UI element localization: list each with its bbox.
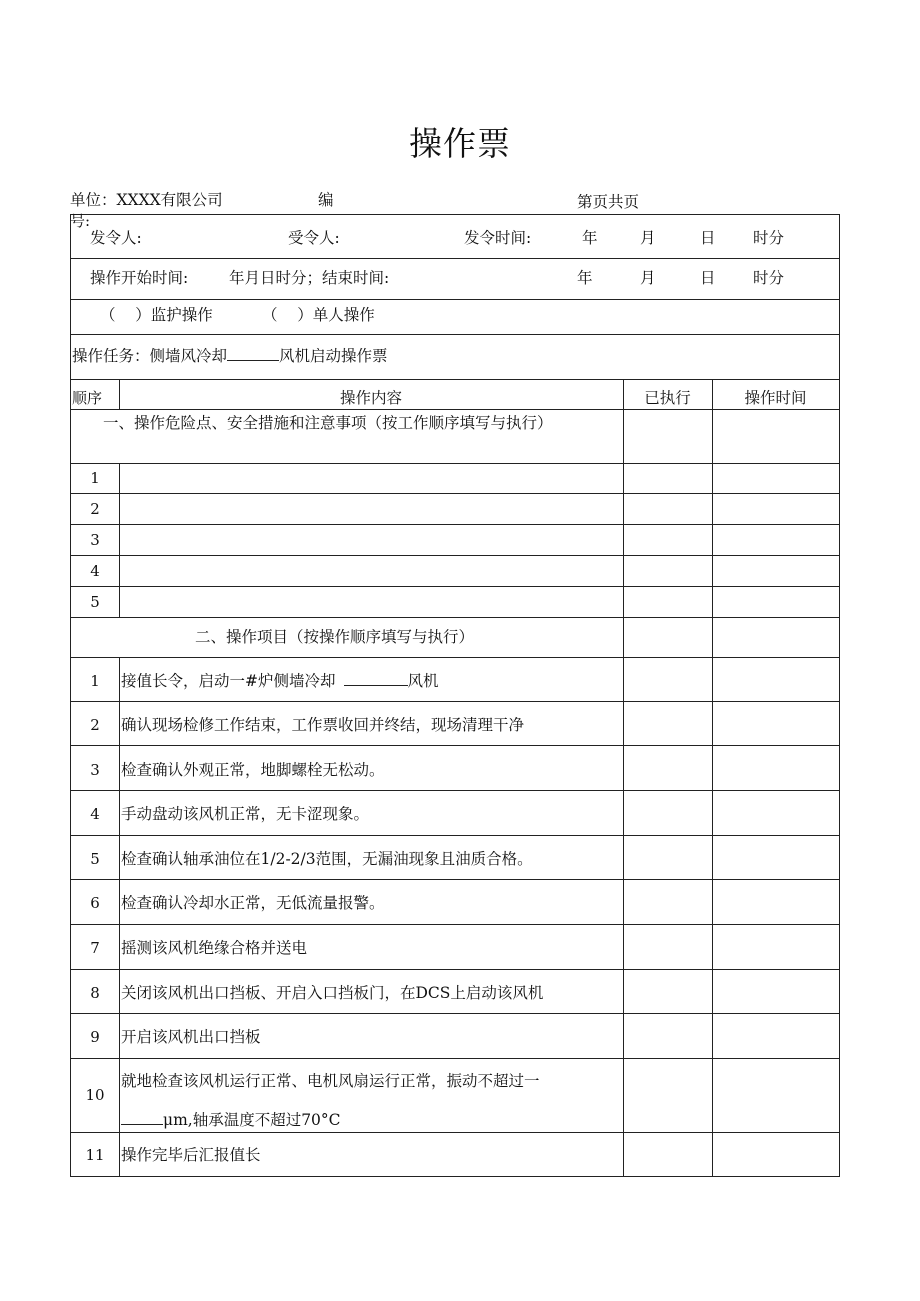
- issuer-label: 发令人:: [90, 229, 142, 247]
- table-row-num: 3: [90, 531, 100, 549]
- single-operation-checkbox[interactable]: （ ）单人操作: [262, 306, 375, 324]
- issue-year: 年: [582, 229, 598, 247]
- table-row-num: 9: [90, 1028, 100, 1046]
- table-row-num: 5: [90, 593, 100, 611]
- step-text: 就地检查该风机运行正常、电机风扇运行正常，振动不超过一: [121, 1072, 540, 1090]
- step-text: 接值长令，启动一#炉侧墙冷却 风机: [121, 672, 439, 690]
- fan-name-blank[interactable]: [227, 346, 279, 361]
- issue-time-label: 发令时间:: [464, 229, 532, 247]
- step-text: 关闭该风机出口挡板、开启入口挡板门，在DCS上启动该风机: [121, 984, 544, 1002]
- page-info: 第页共页: [577, 193, 640, 211]
- start-time-label: 操作开始时间:: [90, 269, 189, 287]
- step-text: 摇测该风机绝缘合格并送电: [121, 939, 308, 957]
- table-row-num: 1: [90, 469, 100, 487]
- col-seq-header: 顺序: [72, 389, 103, 407]
- issue-hour-min: 时分: [753, 229, 785, 247]
- page-title: 操作票: [409, 124, 511, 163]
- step-text: 手动盘动该风机正常，无卡涩现象。: [121, 805, 370, 823]
- issue-month: 月: [640, 229, 656, 247]
- issue-day: 日: [700, 229, 716, 247]
- step-text: 操作完毕后汇报值长: [121, 1146, 261, 1164]
- end-day: 日: [700, 269, 716, 287]
- table-row-num: 3: [90, 761, 100, 779]
- receiver-label: 受令人:: [288, 229, 340, 247]
- table-row-num: 5: [90, 850, 100, 868]
- step-text-line2: μm,轴承温度不超过70°C: [121, 1110, 341, 1130]
- table-row-num: 11: [85, 1146, 105, 1164]
- step-text: 开启该风机出口挡板: [121, 1028, 261, 1046]
- table-row-num: 4: [90, 562, 100, 580]
- step-text: 检查确认外观正常，地脚螺栓无松动。: [121, 761, 385, 779]
- table-row-num: 2: [90, 716, 100, 734]
- step-text: 检查确认冷却水正常，无低流量报警。: [121, 894, 385, 912]
- table-row-num: 7: [90, 939, 100, 957]
- col-time-header: 操作时间: [744, 389, 807, 407]
- end-month: 月: [640, 269, 656, 287]
- section2-title: 二、操作项目（按操作顺序填写与执行）: [195, 628, 475, 646]
- table-row-num: 2: [90, 500, 100, 518]
- table-row-num: 1: [90, 672, 100, 690]
- task-prefix: 操作任务：侧墙风冷却: [72, 347, 228, 365]
- step-text: 检查确认轴承油位在1/2-2/3范围，无漏油现象且油质合格。: [121, 850, 533, 868]
- fan-name-blank[interactable]: [344, 671, 408, 686]
- end-year: 年: [577, 269, 593, 287]
- col-content-header: 操作内容: [339, 389, 402, 407]
- col-executed-header: 已执行: [644, 389, 691, 407]
- task-row: [72, 346, 388, 366]
- unit-label: 单位：XXXX有限公司: [70, 191, 223, 209]
- table-row-num: 10: [85, 1086, 105, 1104]
- number-label: 编: [318, 191, 334, 209]
- task-suffix: 风机启动操作票: [279, 347, 388, 365]
- table-row-num: 4: [90, 805, 100, 823]
- vibration-limit-blank[interactable]: [121, 1110, 163, 1125]
- start-end-time-label: 年月日时分；结束时间:: [229, 269, 390, 287]
- step-text: 确认现场检修工作结束，工作票收回并终结，现场清理干净: [121, 716, 525, 734]
- end-hour-min: 时分: [753, 269, 785, 287]
- monitor-operation-checkbox[interactable]: （ ）监护操作: [100, 306, 213, 324]
- table-row-num: 8: [90, 984, 100, 1002]
- number-label-wrap: 号:: [70, 212, 91, 230]
- section1-title: 一、操作危险点、安全措施和注意事项（按工作顺序填写与执行）: [103, 414, 553, 432]
- table-row-num: 6: [90, 894, 100, 912]
